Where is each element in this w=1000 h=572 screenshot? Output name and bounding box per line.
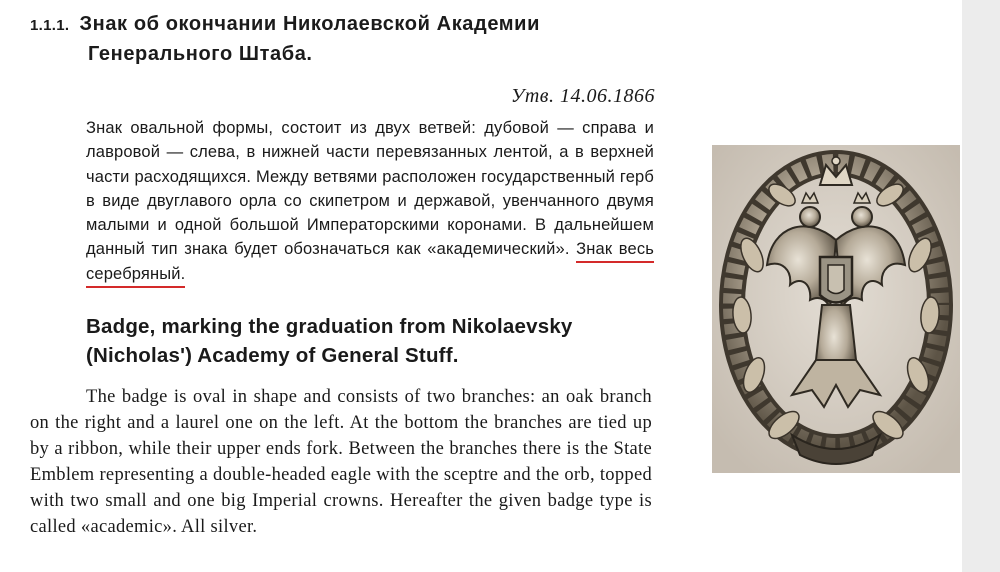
approval-date: Утв. 14.06.1866 <box>510 85 655 107</box>
russian-description <box>86 116 654 286</box>
section-heading <box>30 10 670 69</box>
badge-photo <box>712 145 960 473</box>
adjacent-page-edge <box>962 0 1000 572</box>
english-heading: Badge, marking the graduation from Nikolaevsky (Nicholas') Academy of General Stuff. <box>86 315 573 367</box>
english-description: The badge is oval in shape and consists of two branches: an oak branch on the right and a laurel one on the left. At the bottom the branches are tied up by a ribbon, while their upper ends fork. Between the branches there is the State Emblem representing a double-headed eagle with the sceptre and the orb, topped with two small and one big Imperial crowns. Hereafter the given badge type is called «academic». All silver. <box>30 387 652 537</box>
section-title-line1: Знак об окончании Николаевской Академии <box>79 13 540 35</box>
section-title-line2: Генерального Штаба. <box>88 43 313 65</box>
section-number: 1.1.1. <box>30 17 70 34</box>
badge-image <box>712 145 960 473</box>
underlined-note: Знак весь серебряный. <box>86 240 654 287</box>
russian-description-text: Знак овальной формы, состоит из двух ветвей: дубовой — справа и лавровой — слева, в нижней части перевязанных лентой, а в верхней части расходящихся. Между ветвями расположен государственный герб в виде двуглавого орла со скипетром и державой, увенчанного двумя малыми и одной большой Императорскими коронами. В дальнейшем данный тип знака будет обозначаться как «академический». <box>86 119 654 259</box>
